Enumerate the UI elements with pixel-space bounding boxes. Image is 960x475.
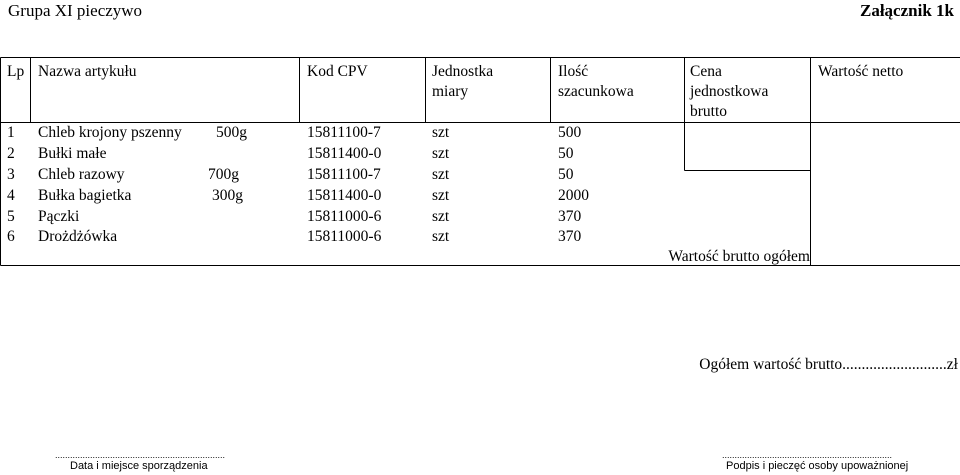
row-cpv: 15811400-0	[307, 187, 382, 204]
row-lp: 2	[7, 145, 15, 162]
total-gross-label: Wartość brutto ogółem	[668, 248, 810, 265]
row-lp: 6	[7, 228, 15, 245]
row-weight: 700g	[208, 166, 239, 183]
col-name-header: Nazwa artykułu	[38, 63, 137, 80]
row-weight: 300g	[212, 187, 243, 204]
row-name: Drożdżówka	[38, 228, 118, 245]
row-unit: szt	[432, 208, 450, 225]
row-name: Chleb krojony pszenny	[38, 124, 182, 141]
date-place-label: Data i miejsce sporządzenia	[70, 460, 208, 472]
row-unit: szt	[432, 228, 450, 245]
row-name: Pączki	[38, 208, 80, 225]
row-unit: szt	[432, 145, 450, 162]
row-lp: 3	[7, 166, 15, 183]
row-qty: 50	[558, 145, 574, 162]
row-lp: 1	[7, 124, 15, 141]
row-lp: 5	[7, 208, 15, 225]
row-cpv: 15811100-7	[307, 166, 381, 183]
row-cpv: 15811000-6	[307, 208, 382, 225]
overall-gross-value: Ogółem wartość brutto...........................zł	[699, 356, 958, 373]
row-qty: 50	[558, 166, 574, 183]
signature-label: Podpis i pieczęć osoby upoważnionej	[726, 460, 909, 472]
row-unit: szt	[432, 124, 450, 141]
row-cpv: 15811400-0	[307, 145, 382, 162]
row-qty: 370	[558, 228, 582, 245]
row-weight: 500g	[216, 124, 247, 141]
row-unit: szt	[432, 187, 450, 204]
row-qty: 2000	[558, 187, 589, 204]
row-qty: 370	[558, 208, 582, 225]
col-cpv-header: Kod CPV	[307, 63, 368, 80]
row-unit: szt	[432, 166, 450, 183]
signature-dots: ....................................................................	[722, 450, 893, 460]
row-cpv: 15811000-6	[307, 228, 382, 245]
row-cpv: 15811100-7	[307, 124, 381, 141]
group-title: Grupa XI pieczywo	[8, 1, 143, 20]
date-place-dots: ....................................................................	[55, 450, 226, 460]
col-lp-header: Lp	[7, 63, 25, 80]
row-qty: 500	[558, 124, 582, 141]
col-price-header: Cena jednostkowa brutto	[690, 63, 769, 120]
row-name: Chleb razowy	[38, 166, 125, 183]
row-name: Bułka bagietka	[38, 187, 132, 204]
col-net-header: Wartość netto	[818, 63, 904, 80]
attachment-label: Załącznik 1k	[860, 1, 954, 20]
row-lp: 4	[7, 187, 15, 204]
row-name: Bułki małe	[38, 145, 107, 162]
col-unit-header: Jednostka miary	[432, 63, 494, 100]
col-qty-header: Ilość szacunkowa	[558, 63, 634, 100]
